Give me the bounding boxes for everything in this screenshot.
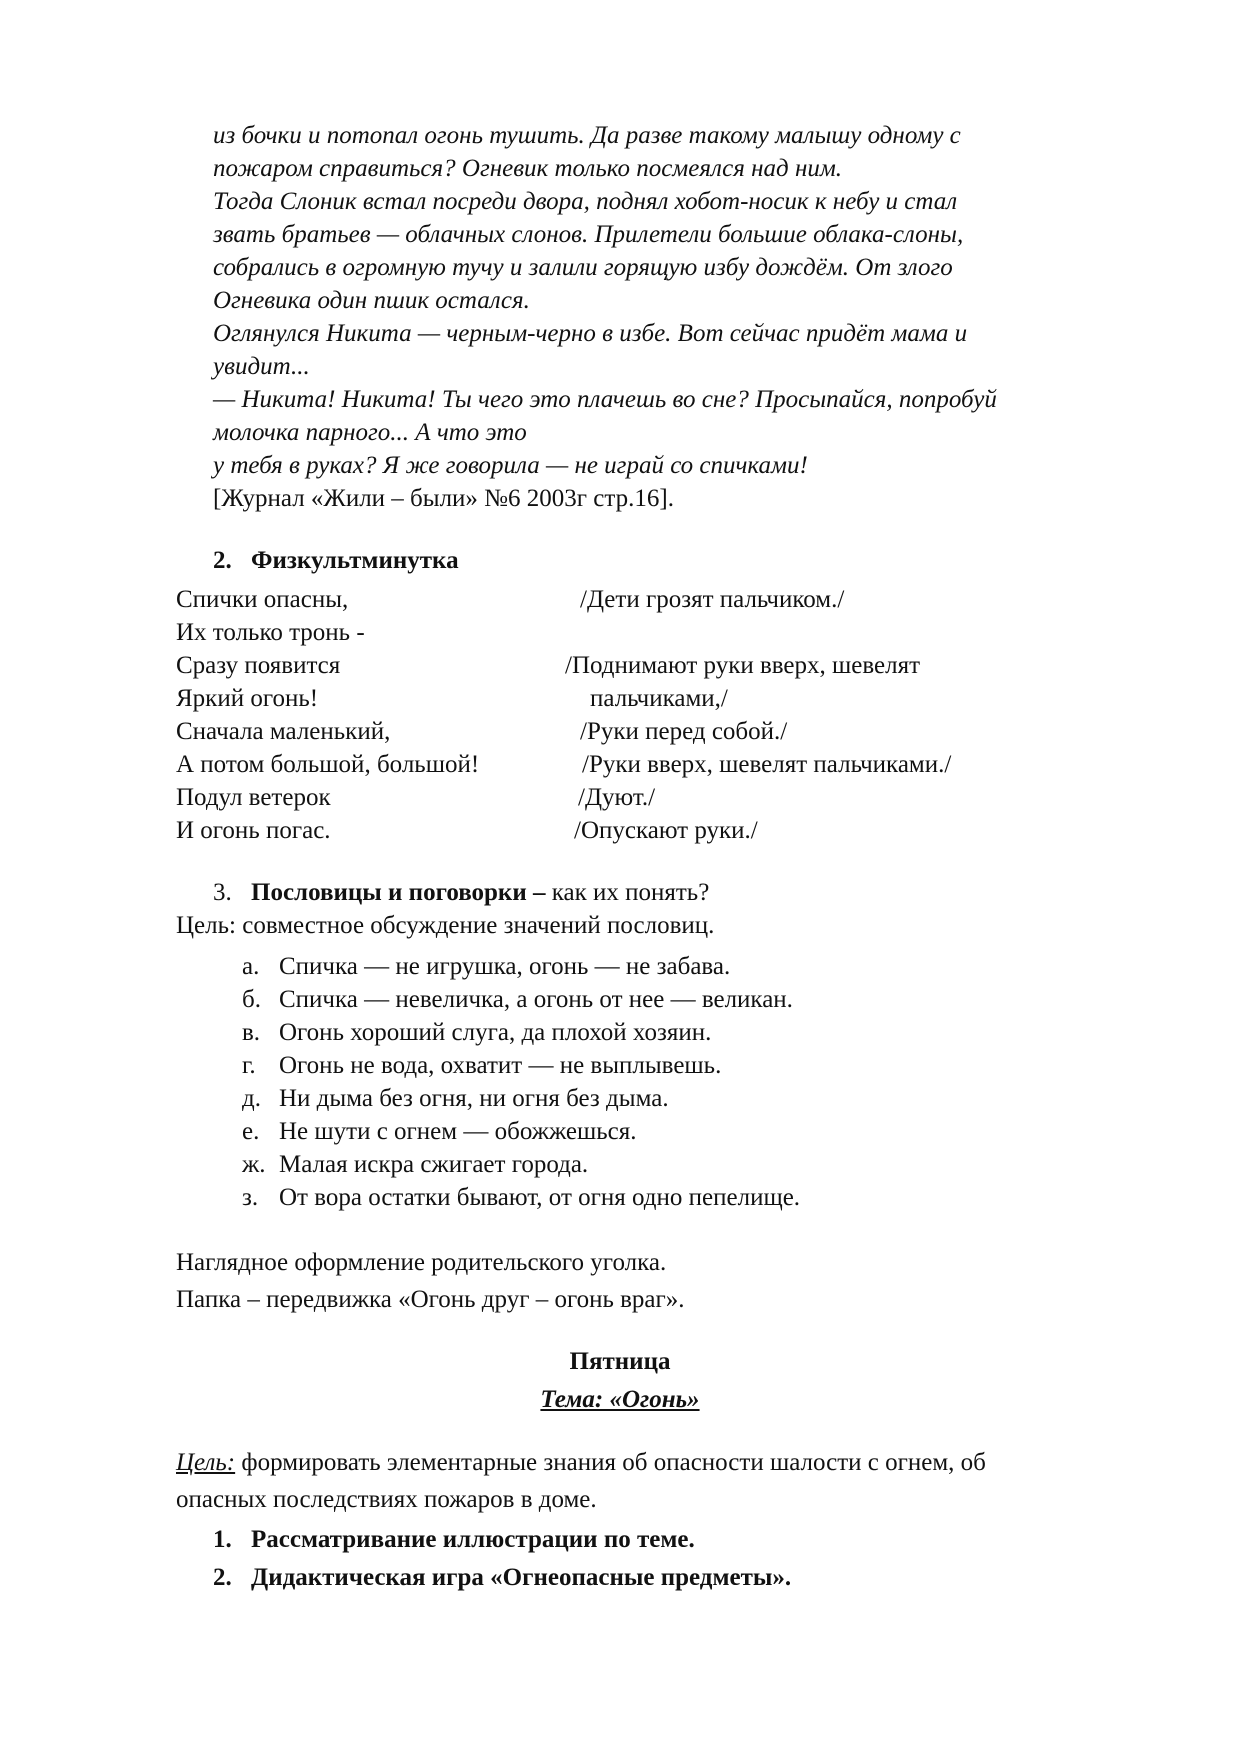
story-line: увидит... xyxy=(213,353,310,380)
friday-goal-cont: опасных последствиях пожаров в доме. xyxy=(176,1486,597,1513)
story-line: — Никита! Никита! Ты чего это плачешь во сне? Просыпайся, попробуй xyxy=(213,386,997,413)
story-line: молочка парного... А что это xyxy=(213,419,527,446)
parents-line: Папка – передвижка «Огонь друг – огонь враг». xyxy=(176,1286,685,1313)
story-line: Оглянулся Никита — черным-черно в избе. Вот сейчас придёт мама и xyxy=(213,320,968,347)
list-marker: з. xyxy=(242,1184,259,1211)
rhyme-action: /Руки перед собой./ xyxy=(580,718,788,745)
list-item: Огонь хороший слуга, да плохой хозяин. xyxy=(279,1019,712,1046)
story-line: Огневика один пшик остался. xyxy=(213,287,530,314)
theme-title: Тема: «Огонь» xyxy=(540,1386,700,1413)
list-item: Огонь не вода, охватит — не выплывешь. xyxy=(279,1052,722,1079)
section-title: Пословицы и поговорки – xyxy=(251,879,546,906)
list-item: Спичка — не игрушка, огонь — не забава. xyxy=(279,953,731,980)
goal-label: Цель: xyxy=(176,1449,236,1476)
item-number: 2. xyxy=(213,1564,232,1591)
rhyme-line: Сразу появится xyxy=(176,652,341,679)
rhyme-action: /Опускают руки./ xyxy=(574,817,758,844)
story-line: пожаром справиться? Огневик только посмеялся над ним. xyxy=(213,155,843,182)
friday-goal xyxy=(176,1446,986,1479)
story-line: Тогда Слоник встал посреди двора, поднял хобот-носик к небу и стал xyxy=(213,188,958,215)
goal-text: формировать элементарные знания об опасности шалости с огнем, об xyxy=(235,1449,986,1476)
list-item: Не шути с огнем — обожжешься. xyxy=(279,1118,637,1145)
list-marker: а. xyxy=(242,953,260,980)
section-goal: Цель: совместное обсуждение значений пословиц. xyxy=(176,912,715,939)
item-text: Рассматривание иллюстрации по теме. xyxy=(251,1526,695,1553)
list-item: Ни дыма без огня, ни огня без дыма. xyxy=(279,1085,669,1112)
section-title-tail: как их понять? xyxy=(545,879,710,906)
story-line: из бочки и потопал огонь тушить. Да разве такому малышу одному с xyxy=(213,122,961,149)
list-marker: е. xyxy=(242,1118,260,1145)
item-text: Дидактическая игра «Огнеопасные предметы». xyxy=(251,1564,792,1591)
rhyme-line: Сначала маленький, xyxy=(176,718,391,745)
rhyme-line: А потом большой, большой! xyxy=(176,751,480,778)
rhyme-line: Их только тронь - xyxy=(176,619,365,646)
rhyme-action: /Дети грозят пальчиком./ xyxy=(580,586,845,613)
item-number: 1. xyxy=(213,1526,232,1553)
rhyme-line: Спички опасны, xyxy=(176,586,349,613)
list-marker: в. xyxy=(242,1019,261,1046)
list-item: От вора остатки бывают, от огня одно пепелище. xyxy=(279,1184,801,1211)
list-item: Спичка — невеличка, а огонь от нее — великан. xyxy=(279,986,793,1013)
rhyme-line: И огонь погас. xyxy=(176,817,331,844)
story-line: собрались в огромную тучу и залили горящую избу дождём. От злого xyxy=(213,254,953,281)
list-marker: ж. xyxy=(242,1151,266,1178)
list-marker: б. xyxy=(242,986,261,1013)
section-title: Физкультминутка xyxy=(251,547,459,574)
list-marker: г. xyxy=(242,1052,256,1079)
section-number: 3. xyxy=(213,879,232,906)
section-heading xyxy=(251,876,709,909)
rhyme-action: /Поднимают руки вверх, шевелят xyxy=(565,652,921,679)
parents-line: Наглядное оформление родительского уголка. xyxy=(176,1249,667,1276)
list-marker: д. xyxy=(242,1085,261,1112)
section-number: 2. xyxy=(213,547,232,574)
day-title: Пятница xyxy=(569,1348,671,1375)
story-line: звать братьев — облачных слонов. Прилетели большие облака-слоны, xyxy=(213,221,964,248)
rhyme-action: /Дуют./ xyxy=(578,784,656,811)
story-line: у тебя в руках? Я же говорила — не играй со спичками! xyxy=(213,452,808,479)
rhyme-action: пальчиками,/ xyxy=(590,685,728,712)
list-item: Малая искра сжигает города. xyxy=(279,1151,589,1178)
story-citation: [Журнал «Жили – были» №6 2003г стр.16]. xyxy=(213,485,674,512)
rhyme-action: /Руки вверх, шевелят пальчиками./ xyxy=(582,751,952,778)
rhyme-line: Яркий огонь! xyxy=(176,685,319,712)
rhyme-line: Подул ветерок xyxy=(176,784,331,811)
